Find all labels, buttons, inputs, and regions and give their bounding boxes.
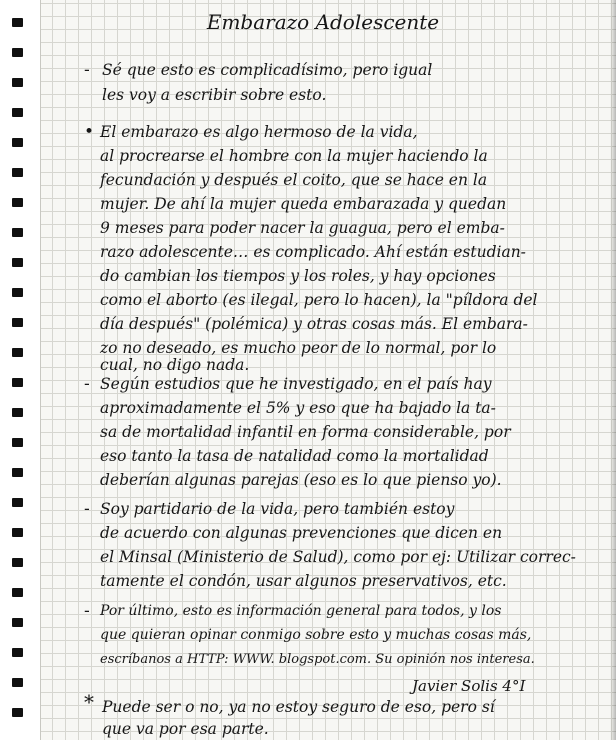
paragraph-2-line-7: do cambian los tiempos y los roles, y hay opciones — [100, 267, 496, 285]
binding-hole — [12, 258, 23, 267]
footnote-line-2: que va por esa parte. — [102, 720, 269, 738]
paragraph-2-line-5: 9 meses para poder nacer la guagua, pero el emba- — [100, 219, 505, 237]
paragraph-2-line-3: fecundación y después el coito, que se hace en la — [100, 171, 488, 189]
paragraph-3-line-4: eso tanto la tasa de natalidad como la mortalidad — [100, 447, 489, 465]
author-signature: Javier Solis 4°I — [412, 677, 526, 695]
binding-hole — [12, 558, 23, 567]
paragraph-4-line-4: tamente el condón, usar algunos preservativos, etc. — [100, 572, 507, 590]
binding-hole — [12, 288, 23, 297]
binding-hole — [12, 648, 23, 657]
page-edge — [610, 0, 616, 740]
dash-marker: - — [84, 601, 90, 621]
paragraph-3-line-5: deberían algunas parejas (eso es lo que pienso yo). — [100, 471, 502, 489]
binding-hole — [12, 678, 23, 687]
dash-marker: - — [84, 60, 90, 80]
binding-hole — [12, 138, 23, 147]
binding-hole — [12, 108, 23, 117]
paragraph-2-line-10: zo no deseado, es mucho peor de lo normal, por lo — [100, 339, 497, 357]
binding-hole — [12, 588, 23, 597]
binding-hole — [12, 708, 23, 717]
paragraph-1-line-1: Sé que esto es complicadísimo, pero igual — [102, 61, 433, 79]
paragraph-5-line-1: Por último, esto es información general para todos, y los — [100, 603, 502, 619]
binding-hole — [12, 198, 23, 207]
binding-hole — [12, 438, 23, 447]
binding-hole — [12, 78, 23, 87]
binding-hole — [12, 318, 23, 327]
paragraph-2-line-4: mujer. De ahí la mujer queda embarazada y quedan — [100, 195, 507, 213]
spiral-binding — [0, 0, 41, 740]
dash-marker: - — [84, 499, 90, 519]
dash-marker: - — [84, 374, 90, 394]
paragraph-3-line-3: sa de mortalidad infantil en forma considerable, por — [100, 423, 511, 441]
footnote-line-1: Puede ser o no, ya no estoy seguro de eso, pero sí — [102, 698, 495, 716]
paragraph-2-line-1: El embarazo es algo hermoso de la vida, — [100, 123, 418, 141]
paragraph-4-line-1: Soy partidario de la vida, pero también estoy — [100, 500, 455, 518]
binding-hole — [12, 348, 23, 357]
binding-hole — [12, 48, 23, 57]
binding-hole — [12, 498, 23, 507]
bullet-marker: • — [84, 122, 95, 142]
paragraph-2-line-2: al procrearse el hombre con la mujer haciendo la — [100, 147, 488, 165]
paragraph-3-line-1: Según estudios que he investigado, en el país hay — [100, 375, 492, 393]
binding-hole — [12, 618, 23, 627]
binding-hole — [12, 228, 23, 237]
paragraph-5-line-2: que quieran opinar conmigo sobre esto y muchas cosas más, — [100, 627, 532, 643]
paragraph-4-line-2: de acuerdo con algunas prevenciones que dicen en — [100, 524, 503, 542]
paragraph-2-line-6: razo adolescente… es complicado. Ahí están estudian- — [100, 243, 526, 261]
paragraph-5-line-3: escríbanos a HTTP: WWW. blogspot.com. Su opinión nos interesa. — [100, 652, 535, 667]
paragraph-2-line-9: día después" (polémica) y otras cosas más. El embara- — [100, 315, 528, 333]
paragraph-3-line-2: aproximadamente el 5% y eso que ha bajado la ta- — [100, 399, 496, 417]
binding-hole — [12, 378, 23, 387]
binding-hole — [12, 528, 23, 537]
footnote-asterisk: * — [84, 690, 94, 714]
paragraph-2-line-8: como el aborto (es ilegal, pero lo hacen), la "píldora del — [100, 291, 538, 309]
binding-hole — [12, 468, 23, 477]
paragraph-4-line-3: el Minsal (Ministerio de Salud), como por ej: Utilizar correc- — [100, 548, 576, 566]
page-title: Embarazo Adolescente — [206, 10, 440, 34]
binding-hole — [12, 408, 23, 417]
paragraph-1-line-2: les voy a escribir sobre esto. — [102, 86, 327, 104]
paragraph-2-line-11: cual, no digo nada. — [100, 356, 250, 374]
binding-hole — [12, 168, 23, 177]
